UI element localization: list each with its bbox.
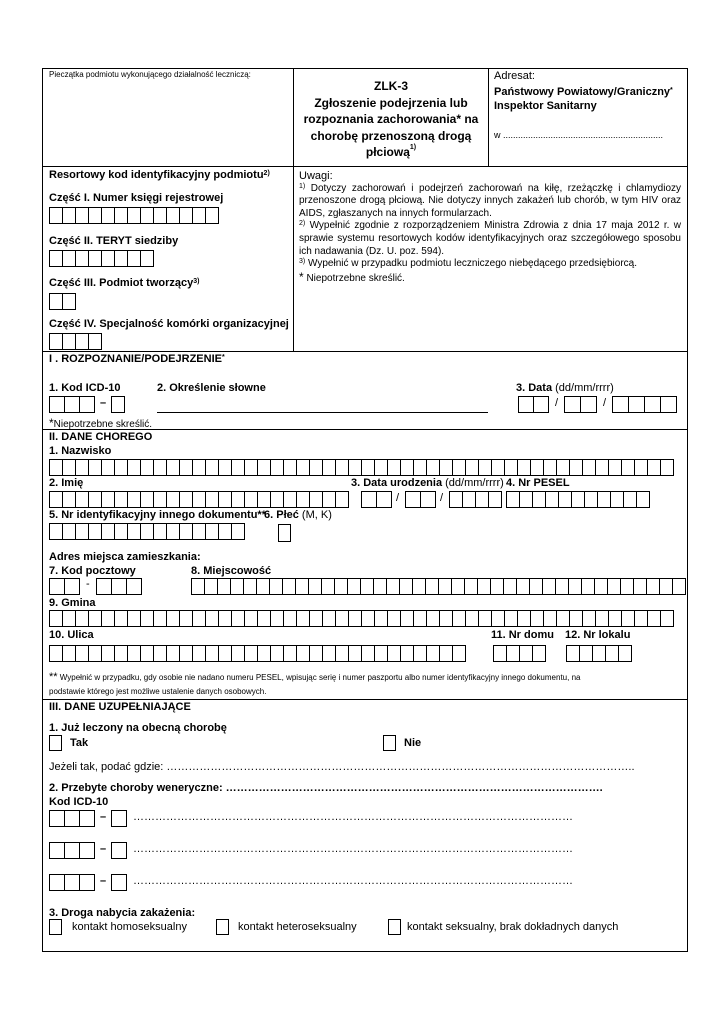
- date-slash2: /: [603, 397, 607, 409]
- frame-left: [42, 68, 43, 951]
- postal-cells-b[interactable]: [96, 578, 142, 595]
- date-slash1: /: [555, 397, 559, 409]
- doc-label: 5. Nr identyfikacyjny innego dokumentu**: [49, 509, 266, 521]
- birth-month-cells[interactable]: [405, 491, 436, 508]
- birth-day-cells[interactable]: [361, 491, 392, 508]
- route-homo-label: kontakt homoseksualny: [72, 921, 187, 933]
- route-hetero-label: kontakt heteroseksualny: [238, 921, 357, 933]
- codes-part1: Część I. Numer księgi rejestrowej: [49, 192, 224, 204]
- commune-label: 9. Gmina: [49, 597, 96, 609]
- past-icd-dash-3: –: [100, 875, 107, 887]
- past-icd-dash-2: –: [100, 843, 107, 855]
- treated-where[interactable]: Jeżeli tak, podać gdzie: ………………………………………………………………………………………………………………..: [49, 762, 635, 773]
- frame-top: [42, 68, 688, 69]
- past-icd-desc-3[interactable]: …………………………………………………………………………………………………………: [133, 876, 573, 887]
- treated-yes-checkbox[interactable]: [49, 735, 62, 751]
- date-year-cells[interactable]: [612, 396, 677, 413]
- street-label: 10. Ulica: [49, 629, 94, 641]
- addressee-w[interactable]: w ................................................................: [494, 130, 664, 140]
- past-icd-cells-3[interactable]: [49, 874, 95, 891]
- note3: Wypełnić w przypadku podmiotu leczniczego niebędącego przedsiębiorcą.: [308, 258, 637, 270]
- pesel-label: 4. Nr PESEL: [506, 477, 570, 489]
- description-label: 2. Określenie słowne: [157, 382, 266, 394]
- form-title-line4: płciową: [365, 145, 410, 159]
- form-title-sup: 1): [409, 144, 417, 151]
- description-line[interactable]: [157, 412, 488, 413]
- route-label: 3. Droga nabycia zakażenia:: [49, 907, 196, 919]
- route-hetero-checkbox[interactable]: [216, 919, 229, 935]
- route-unknown-label: kontakt seksualny, brak dokładnych danych: [407, 921, 619, 933]
- form-code: ZLK-3: [374, 79, 408, 93]
- book-number-cells[interactable]: [49, 207, 219, 224]
- divider-h1: [42, 166, 688, 167]
- birth-format: (dd/mm/rrrr): [445, 477, 504, 489]
- postal-hyphen: -: [86, 578, 90, 590]
- founding-entity-cells[interactable]: [49, 293, 76, 310]
- note4-star: *: [299, 269, 304, 284]
- addressee-line1: Państwowy Powiatowy/Graniczny: [494, 86, 671, 98]
- birth-slash1: /: [396, 492, 400, 504]
- section2-footnote-2: podstawie którego jest możliwe ustalenie danych osobowych.: [49, 687, 267, 696]
- treated-yes-label: Tak: [70, 737, 89, 749]
- past-icd-suffix-3[interactable]: [111, 874, 127, 891]
- codes-part3: Część III. Podmiot tworzący: [49, 277, 194, 289]
- note2-b: sprawie systemu resortowych kodów identyfikacyjnych oraz szczegółowego sposobu: [299, 232, 681, 244]
- note2-a: Wypełnić zgodnie z rozporządzeniem Ministra Zdrowia z dnia 17 maja 2012 r. w: [309, 220, 681, 232]
- flat-cells[interactable]: [566, 645, 632, 662]
- notes-block: [299, 170, 681, 285]
- city-cells[interactable]: [191, 578, 686, 595]
- stamp-label: Pieczątka podmiotu wykonującego działalność leczniczą:: [49, 70, 251, 79]
- section2-title: II. DANE CHOREGO: [49, 431, 153, 443]
- date-day-cells[interactable]: [518, 396, 549, 413]
- codes-title: Resortowy kod identyfikacyjny podmiotu: [49, 169, 264, 181]
- date-label: 3. Data: [516, 382, 553, 394]
- treated-no-label: Nie: [404, 737, 422, 749]
- note1-b: przenoszone drogą płciową. Nie dotyczy innych zakażeń lub chorób, w tym HIV oraz: [299, 195, 681, 207]
- address-label: Adres miejsca zamieszkania:: [49, 551, 201, 563]
- teryt-cells[interactable]: [49, 250, 154, 267]
- surname-label: 1. Nazwisko: [49, 445, 112, 457]
- section2-footnote-star: **: [49, 671, 58, 683]
- postal-label: 7. Kod pocztowy: [49, 565, 136, 577]
- specialty-cells[interactable]: [49, 333, 102, 350]
- route-homo-checkbox[interactable]: [49, 919, 62, 935]
- form-title-line3: chorobę przenoszoną drogą: [310, 128, 472, 143]
- section1-title: I . ROZPOZNANIE/PODEJRZENIE: [49, 353, 222, 365]
- house-label: 11. Nr domu: [491, 629, 554, 641]
- divider-v2: [488, 68, 489, 166]
- treated-label: 1. Już leczony na obecną chorobę: [49, 722, 227, 734]
- past-diseases[interactable]: 2. Przebyte choroby weneryczne: ………………………………………………………………………………………….: [49, 783, 603, 794]
- sex-format: (M, K): [301, 509, 332, 521]
- past-icd-suffix-2[interactable]: [111, 842, 127, 859]
- icd-suffix-cell[interactable]: [111, 396, 125, 413]
- first-name-cells[interactable]: [49, 491, 349, 508]
- codes-part4: Część IV. Specjalność komórki organizacyjnej: [49, 318, 289, 330]
- note1-a: Dotyczy zachorowań i podejrzeń zachorowań na kiłę, rzeżączkę i chlamydiozy: [310, 182, 682, 194]
- birth-label: 3. Data urodzenia: [351, 477, 443, 489]
- icd-dash: –: [100, 397, 107, 409]
- pesel-cells[interactable]: [506, 491, 650, 508]
- codes-part2: Część II. TERYT siedziby: [49, 235, 179, 247]
- note4: Niepotrzebne skreślić.: [306, 272, 405, 284]
- treated-no-checkbox[interactable]: [383, 735, 396, 751]
- past-icd-cells-1[interactable]: [49, 810, 95, 827]
- city-label: 8. Miejscowość: [191, 565, 272, 577]
- date-month-cells[interactable]: [564, 396, 597, 413]
- codes-title-sup: 2): [263, 170, 270, 177]
- note1-c: AIDS, zgłaszanych na innych formularzach.: [299, 207, 492, 219]
- divider-h4: [42, 699, 688, 700]
- postal-cells-a[interactable]: [49, 578, 80, 595]
- frame-right: [687, 68, 688, 951]
- past-icd-desc-1[interactable]: …………………………………………………………………………………………………………: [133, 812, 573, 823]
- birth-year-cells[interactable]: [449, 491, 502, 508]
- past-icd-label: Kod ICD-10: [49, 796, 109, 808]
- sex-cell[interactable]: [278, 524, 291, 542]
- street-cells[interactable]: [49, 645, 466, 662]
- addressee-line2: Inspektor Sanitarny: [494, 100, 597, 112]
- codes-part3-sup: 3): [193, 278, 200, 285]
- note2-c: ich nadawania (Dz. U. poz. 594).: [299, 245, 445, 257]
- doc-cells[interactable]: [49, 523, 245, 540]
- section3-title: III. DANE UZUPEŁNIAJĄCE: [49, 701, 191, 713]
- route-unknown-checkbox[interactable]: [388, 919, 401, 935]
- divider-h2: [42, 351, 688, 352]
- form-title-line1: Zgłoszenie podejrzenia lub: [314, 95, 468, 110]
- section1-footnote-star: *: [49, 416, 54, 430]
- flat-label: 12. Nr lokalu: [565, 629, 631, 641]
- surname-cells[interactable]: [49, 459, 674, 476]
- house-cells[interactable]: [493, 645, 546, 662]
- icd-label: 1. Kod ICD-10: [49, 382, 121, 394]
- section1-sup: *: [221, 354, 225, 361]
- note1-sup: 1): [299, 182, 306, 190]
- past-icd-suffix-1[interactable]: [111, 810, 127, 827]
- section1-footnote: Niepotrzebne skreślić.: [53, 419, 153, 430]
- icd-cells[interactable]: [49, 396, 95, 413]
- past-icd-cells-2[interactable]: [49, 842, 95, 859]
- form-title: [294, 78, 488, 161]
- addressee-sup: *: [670, 87, 673, 94]
- notes-title: Uwagi:: [299, 170, 333, 182]
- birth-slash2: /: [440, 492, 444, 504]
- note3-sup: 3): [299, 258, 306, 266]
- commune-cells[interactable]: [49, 610, 674, 627]
- note2-sup: 2): [299, 220, 306, 228]
- frame-bottom: [42, 951, 688, 952]
- addressee-label: Adresat:: [494, 70, 535, 82]
- name-label: 2. Imię: [49, 477, 84, 489]
- section2-footnote-1: Wypełnić w przypadku, gdy osobie nie nadano numeru PESEL, wpisując serię i numer paszportu albo numer identyfikacyjny innego dokumentu, na: [59, 673, 581, 682]
- sex-label: 6. Płeć: [264, 509, 299, 521]
- form-title-line2: rozpoznania zachorowania* na: [303, 112, 479, 126]
- past-icd-desc-2[interactable]: …………………………………………………………………………………………………………: [133, 844, 573, 855]
- past-icd-dash-1: –: [100, 811, 107, 823]
- date-format: (dd/mm/rrrr): [555, 382, 614, 394]
